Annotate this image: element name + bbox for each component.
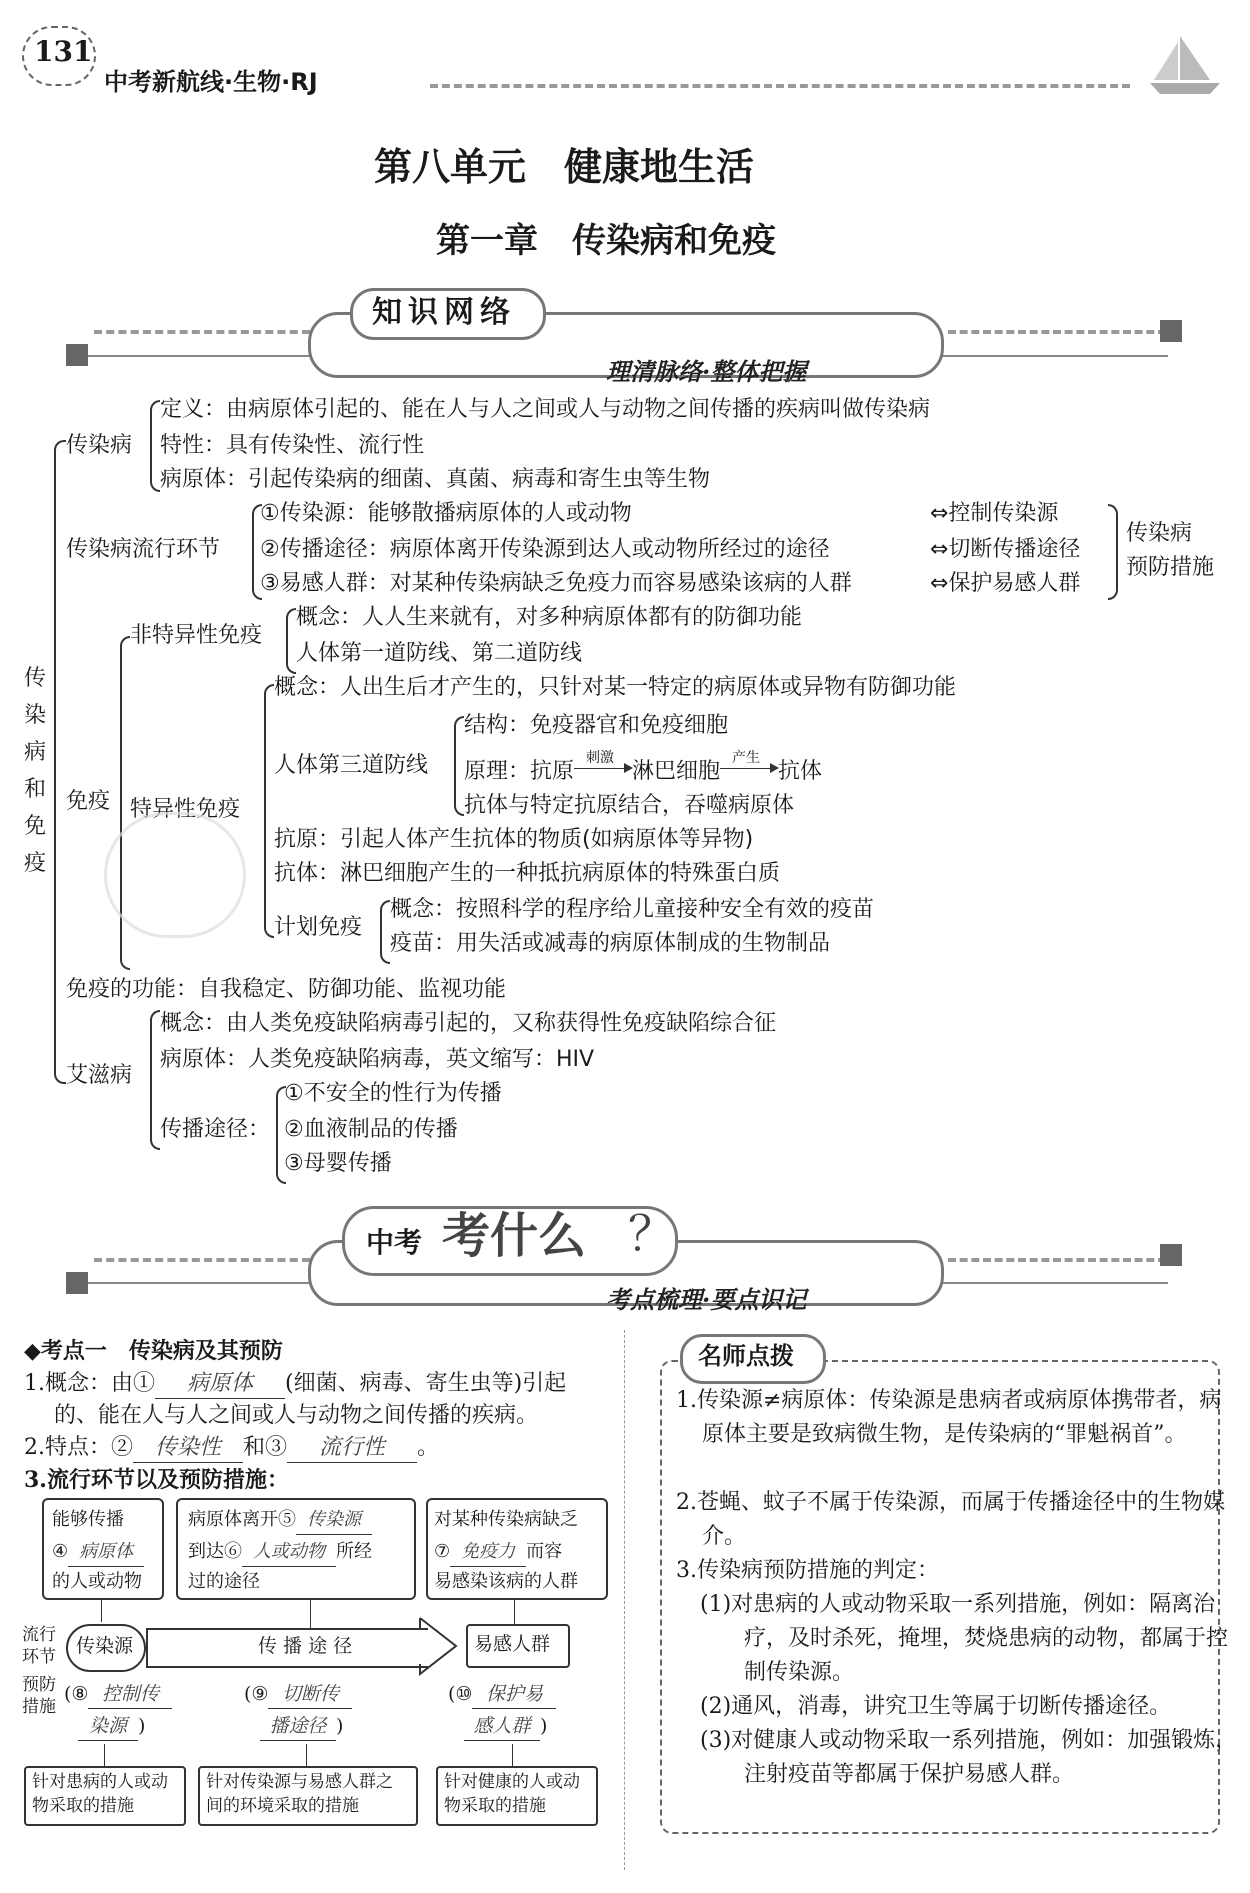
measures-label-2: 预防措施: [1126, 555, 1215, 580]
q2-num1: ②: [111, 1435, 134, 1460]
flow-label: [22, 1624, 68, 1668]
watermark-stamp: [104, 812, 246, 938]
q1-line1: [24, 1370, 566, 1399]
measure-8b: 染源 ): [78, 1712, 145, 1741]
kaodian-heading-text: 考点一 传染病及其预防: [40, 1339, 283, 1364]
bottom-box-1-text: 针对患病的人或动物采取的措施: [32, 1772, 168, 1816]
arrow-up-1: [101, 1598, 102, 1622]
tip-3c: (3)对健康人或动物采取一系列措施，例如：加强锻炼，注射疫苗等都属于保护易感人群。: [700, 1728, 1238, 1787]
banner1-square-left: [66, 344, 88, 366]
m9-answer1: 切断传: [268, 1680, 352, 1709]
m8-num: ⑧: [71, 1683, 89, 1705]
antibody-def: 抗体：淋巴细胞产生的一种抵抗病原体的特殊蛋白质: [274, 861, 781, 886]
arrow-down-3: [512, 1744, 513, 1766]
q1-prefix: 1.概念：由: [24, 1371, 133, 1396]
box3-line3: 易感染该病的人群: [434, 1571, 578, 1592]
infectious-pathogen: 病原体：引起传染病的细菌、真菌、病毒和寄生虫等生物: [160, 467, 711, 492]
measures-label-1: 传染病: [1126, 521, 1193, 546]
planned-label: 计划免疫: [274, 915, 363, 940]
banner1-dash-left: [94, 330, 310, 334]
aids-route-1: ①不安全的性行为传播: [284, 1081, 502, 1106]
header-dash-line: [430, 84, 1130, 88]
vaccine-def: 疫苗：用失活或减毒的病原体制成的生物制品: [390, 931, 831, 956]
bottom-box-3-text: 针对健康的人或动物采取的措施: [444, 1772, 580, 1816]
third-line-label: 人体第三道防线: [274, 753, 429, 778]
box3-suffix: 而容: [526, 1541, 563, 1562]
box1-num: ④: [52, 1541, 69, 1562]
column-divider: [624, 1330, 625, 1870]
q2-prefix: 2.特点：: [24, 1435, 111, 1460]
q1-answer: 病原体: [155, 1370, 285, 1399]
third-line-binding: 抗体与特定抗原结合，吞噬病原体: [464, 793, 795, 818]
specific-brace: [264, 684, 274, 938]
tip-2: 2.苍蝇、蚊子不属于传染源，而属于传播途径中的生物媒介。: [676, 1490, 1225, 1549]
arrow-down-1: [104, 1744, 105, 1766]
specific-concept: 概念：人出生后才产生的，只针对某一特定的病原体或异物有防御功能: [274, 675, 957, 700]
measures-brace: [1108, 504, 1118, 600]
measure-10: (⑩ 保护易: [448, 1680, 556, 1709]
exam-banner-prefix: 中考: [366, 1226, 423, 1259]
measure-3: ⇔保护易感人群: [930, 571, 1081, 596]
banner2-dash-left: [94, 1258, 310, 1262]
box2-line1: [188, 1506, 372, 1535]
m8-answer2: 染源: [78, 1712, 138, 1741]
immune-function: 免疫的功能：自我稳定、防御功能、监视功能: [66, 977, 507, 1002]
nonspecific-lines: 人体第一道防线、第二道防线: [296, 641, 583, 666]
m9-num: ⑨: [251, 1683, 269, 1705]
flow-label-text: 流行环节: [22, 1625, 56, 1667]
tree-root-label: 传染病和免疫: [24, 666, 47, 876]
infectious-traits: 特性：具有传染性、流行性: [160, 433, 425, 458]
banner1-dash-right: [948, 330, 1166, 334]
aids-brace: [150, 1010, 160, 1150]
measure-2: ⇔切断传播途径: [930, 537, 1081, 562]
banner1-square-right: [1160, 320, 1182, 342]
m8-answer1: 控制传: [88, 1680, 172, 1709]
measure-9b: 播途径 ): [260, 1712, 343, 1741]
link-item-3: ③易感人群：对某种传染病缺乏免疫力而容易感染该病的人群: [260, 571, 852, 596]
planned-concept: 概念：按照科学的程序给儿童接种安全有效的疫苗: [390, 897, 875, 922]
m10-num: ⑩: [455, 1683, 473, 1705]
tips-title: 名师点拨: [698, 1342, 794, 1370]
knowledge-network-subtitle: 理清脉络·整体把握: [606, 357, 807, 386]
infectious-definition: 定义：由病原体引起的、能在人与人之间或人与动物之间传播的疾病叫做传染病: [160, 397, 931, 422]
measure-1: ⇔控制传染源: [930, 501, 1059, 526]
diamond-icon: ◆: [24, 1339, 41, 1364]
link-item-2: ②传播途径：病原体离开传染源到达人或动物所经过的途径: [260, 537, 830, 562]
box3-num: ⑦: [434, 1541, 451, 1562]
principle-antigen: 原理：抗原: [464, 759, 575, 784]
box2-num1: ⑤: [278, 1509, 296, 1530]
measure-9: (⑨ 切断传: [244, 1680, 352, 1709]
box3-answer: 免疫力: [450, 1538, 526, 1567]
arrow-up-2: [310, 1598, 311, 1628]
aids-concept: 概念：由人类免疫缺陷病毒引起的，又称获得性免疫缺陷综合征: [160, 1011, 777, 1036]
nonspecific-label: 非特异性免疫: [130, 623, 263, 648]
box2-line3: 过的途径: [188, 1571, 260, 1592]
q3-line: 3.流行环节以及预防措施：: [24, 1467, 289, 1493]
q1-num: ①: [133, 1371, 156, 1396]
q2-end: 。: [417, 1435, 440, 1460]
box1-answer: 病原体: [68, 1538, 144, 1567]
tree-root-brace: [54, 440, 66, 1084]
principle-prod-arrow: [720, 750, 778, 778]
nonspecific-concept: 概念：人人生来就有，对多种病原体都有的防御功能: [296, 605, 803, 630]
chapter-title: 第一章 传染病和免疫: [436, 221, 776, 261]
box1-line2: [52, 1538, 144, 1567]
banner2-dash-right: [948, 1258, 1166, 1262]
q2-answer1: 传染性: [133, 1434, 243, 1463]
principle-prod-label: 产生: [732, 750, 761, 766]
aids-label: 艾滋病: [66, 1063, 133, 1088]
box2-answer1: 传染源: [296, 1506, 372, 1535]
flow-route: 传 播 途 径: [258, 1635, 353, 1657]
tip-3b: (2)通风，消毒，讲究卫生等属于切断传播途径。: [700, 1694, 1172, 1719]
box2-answer2: 人或动物: [242, 1538, 336, 1567]
aids-route-3: ③母婴传播: [284, 1151, 392, 1176]
unit-title: 第八单元 健康地生活: [374, 144, 755, 189]
third-line-principle: [464, 750, 823, 786]
banner2-square-right: [1160, 1244, 1182, 1266]
box2-line2: [188, 1538, 372, 1567]
measure-10b: 感人群 ): [464, 1712, 547, 1741]
box2-prefix: 病原体离开: [188, 1509, 278, 1530]
tree-root: [24, 660, 48, 882]
page-number: 131: [34, 35, 93, 68]
measure-8: (⑧ 控制传: [64, 1680, 172, 1709]
m9-answer2: 播途径: [260, 1712, 336, 1741]
banner2-square-left: [66, 1272, 88, 1294]
principle-stim-label: 刺激: [586, 750, 615, 766]
principle-stim-arrow: [574, 750, 632, 778]
arrow-down-2: [306, 1744, 307, 1766]
antigen-def: 抗原：引起人体产生抗体的物质(如病原体等异物): [274, 827, 754, 852]
m10-answer1: 保护易: [472, 1680, 556, 1709]
link-item-1: ①传染源：能够散播病原体的人或动物: [260, 501, 632, 526]
exam-banner-subtitle: 考点梳理·要点识记: [606, 1285, 807, 1314]
box3-line2: [434, 1538, 562, 1567]
exam-banner-title: 考什么: [442, 1208, 587, 1264]
m10-answer2: 感人群: [464, 1712, 540, 1741]
box1-line3: 的人或动物: [52, 1571, 142, 1592]
kaodian-heading: [24, 1338, 283, 1366]
aids-route-2: ②血液制品的传播: [284, 1117, 458, 1142]
box2-suffix: 所经: [336, 1541, 372, 1562]
q2-answer2: 流行性: [287, 1434, 417, 1463]
nonspecific-brace: [286, 608, 296, 674]
links-label: 传染病流行环节: [66, 537, 221, 562]
tip-3a: (1)对患病的人或动物采取一系列措施，例如：隔离治疗，及时杀死，掩埋，焚烧患病的动物，都属于控制传染源。: [700, 1592, 1229, 1685]
exam-banner-q: ？: [628, 1206, 677, 1262]
flow-arrow-head: [418, 1616, 458, 1676]
principle-lymph: 淋巴细胞: [632, 759, 721, 784]
box2-mid: 到达: [188, 1541, 224, 1562]
q1-suffix: (细菌、病毒、寄生虫等)引起: [285, 1371, 567, 1396]
q2-num2: ③: [265, 1435, 288, 1460]
q2-line: [24, 1434, 439, 1463]
infectious-label: 传染病: [66, 433, 133, 458]
infectious-brace: [150, 400, 160, 492]
flow-group: 易感人群: [474, 1633, 551, 1655]
planned-brace: [380, 900, 390, 964]
series-title: 中考新航线·生物·RJ: [104, 68, 318, 96]
immunity-label: 免疫: [66, 789, 111, 814]
prev-label: [22, 1674, 68, 1718]
aids-pathogen: 病原体：人类免疫缺陷病毒，英文缩写：HIV: [160, 1047, 595, 1072]
specific-label: 特异性免疫: [130, 797, 241, 822]
box1-line1: 能够传播: [52, 1509, 124, 1530]
knowledge-network-title: 知识网络: [372, 295, 516, 330]
q1-line2: 的、能在人与人之间或人与动物之间传播的疾病。: [54, 1403, 539, 1428]
tip-3: 3.传染病预防措施的判定：: [676, 1558, 939, 1583]
aids-route-label: 传播途径：: [160, 1117, 271, 1142]
box2-num2: ⑥: [224, 1541, 242, 1562]
bottom-box-2-text: 针对传染源与易感人群之间的环境采取的措施: [206, 1772, 393, 1816]
tip-1: 1.传染源≠病原体：传染源是患病者或病原体携带者，病原体主要是致病微生物，是传染病的“罪魁祸首”。: [676, 1388, 1222, 1447]
prev-label-text: 预防措施: [22, 1675, 56, 1717]
q2-and: 和: [243, 1435, 266, 1460]
flow-source: 传染源: [76, 1635, 134, 1657]
third-line-structure: 结构：免疫器官和免疫细胞: [464, 713, 729, 738]
box3-line1: 对某种传染病缺乏: [434, 1509, 578, 1530]
third-line-brace: [454, 716, 464, 816]
ship-icon: [1140, 28, 1230, 98]
principle-antibody: 抗体: [778, 759, 823, 784]
